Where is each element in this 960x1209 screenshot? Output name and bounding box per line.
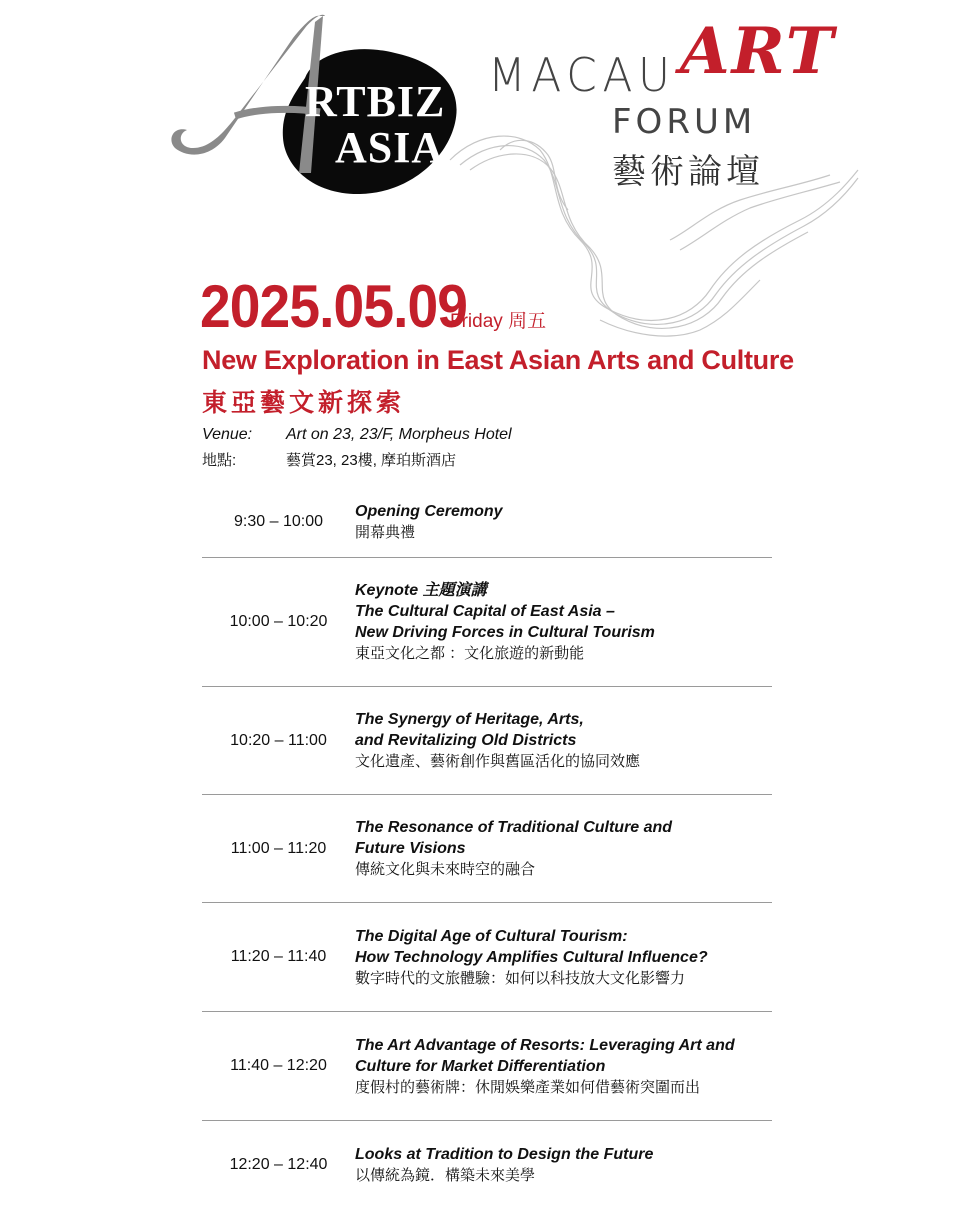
session-time: 9:30 – 10:00 — [234, 512, 323, 530]
logo-forum-text: FORUM — [612, 102, 757, 142]
schedule-item-synergy — [202, 687, 772, 795]
session-title-en: New Driving Forces in Cultural Tourism — [355, 624, 655, 641]
session-body — [355, 926, 772, 989]
session-body — [355, 1035, 772, 1098]
schedule-item-keynote — [202, 558, 772, 687]
session-title-en: Looks at Tradition to Design the Future — [355, 1146, 654, 1163]
session-title-en: The Art Advantage of Resorts: Leveraging Art and — [355, 1036, 735, 1054]
session-title-zh: 東亞文化之都 ：文化旅遊的新動能 — [355, 645, 585, 662]
session-title-en: and Revitalizing Old Districts — [355, 732, 577, 749]
artbiz-asia-logo — [165, 8, 465, 198]
session-time: 11:20 – 11:40 — [230, 948, 327, 965]
venue-value: Art on 23, 23/F, Morpheus Hotel — [286, 426, 512, 443]
logo-macau-text: MACAU — [488, 48, 676, 102]
session-body — [355, 580, 772, 664]
session-title-en: Opening Ceremony — [355, 502, 503, 520]
session-title-zh: 以傳統為鏡．構築未來美學 — [355, 1167, 536, 1184]
macau-art-forum-logo — [488, 10, 836, 192]
session-title-en: Culture for Market Differentiation — [355, 1057, 606, 1075]
session-body — [355, 709, 772, 772]
session-title-en: The Synergy of Heritage, Arts, — [355, 711, 584, 728]
schedule-list — [202, 486, 772, 1209]
session-time: 11:00 – 11:20 — [230, 839, 327, 857]
schedule-item-tradition — [202, 1121, 772, 1209]
session-time: 12:20 – 12:40 — [229, 1156, 328, 1173]
session-title-en: Future Visions — [355, 840, 466, 857]
schedule-item-resonance — [202, 795, 772, 903]
artbiz-line1: RTBIZ — [305, 77, 446, 126]
session-title-en: The Digital Age of Cultural Tourism: — [355, 927, 628, 945]
session-body — [355, 501, 772, 543]
session-body — [355, 1144, 772, 1186]
schedule-item-resorts — [202, 1012, 772, 1121]
session-title-en: The Cultural Capital of East Asia – — [355, 603, 615, 620]
session-time: 11:40 – 12:20 — [230, 1057, 327, 1074]
venue-label-zh: 地點: — [202, 452, 237, 469]
session-body — [355, 817, 772, 880]
session-prefix: Keynote 主題演講 — [355, 582, 487, 599]
session-title-en: The Resonance of Traditional Culture and — [355, 819, 673, 836]
session-title-zh: 度假村的藝術牌：休閒娛樂產業如何借藝術突圍而出 — [355, 1078, 701, 1096]
session-time: 10:20 – 11:00 — [230, 731, 327, 749]
session-time: 10:00 – 10:20 — [229, 613, 328, 630]
session-title-zh: 數字時代的文旅體驗：如何以科技放大文化影響力 — [355, 969, 686, 987]
venue-label: Venue: — [202, 426, 253, 443]
session-title-zh: 文化遺產、藝術創作與舊區活化的協同效應 — [355, 753, 641, 770]
session-title-zh: 開幕典禮 — [355, 523, 416, 541]
logo-art-text: ART — [680, 14, 836, 89]
event-weekday: Friday 周五 — [450, 311, 547, 332]
artbiz-line2: ASIA — [335, 123, 445, 172]
logo-forum-zh: 藝術論壇 — [612, 152, 764, 192]
schedule-item-digital-age — [202, 903, 772, 1012]
session-title-zh: 傳統文化與未來時空的融合 — [355, 861, 536, 878]
event-date: 2025.05.09 — [200, 273, 468, 340]
venue-value-zh: 藝賞23, 23樓, 摩珀斯酒店 — [286, 452, 457, 469]
session-title-en: How Technology Amplifies Cultural Influence? — [355, 948, 708, 966]
schedule-item-opening — [202, 486, 772, 558]
event-title-en: New Exploration in East Asian Arts and Culture — [202, 345, 794, 375]
event-title-zh: 東亞藝文新探索 — [202, 389, 406, 417]
